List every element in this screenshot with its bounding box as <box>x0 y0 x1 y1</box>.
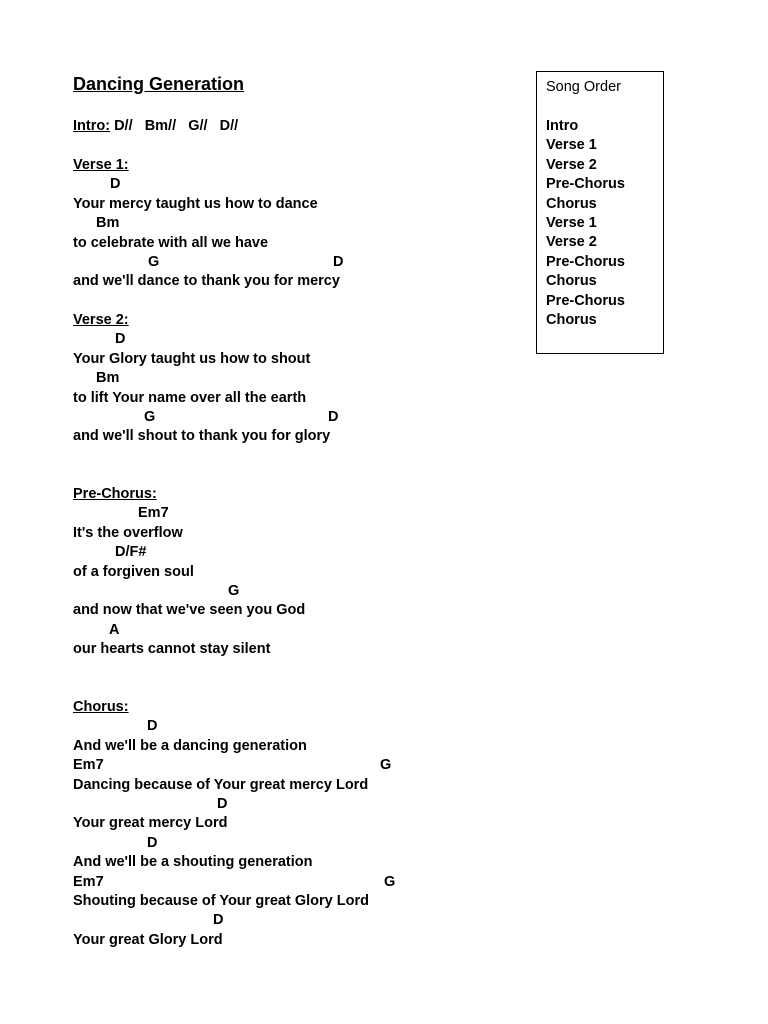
chord-line <box>73 543 305 562</box>
song-order-item: Pre-Chorus <box>546 292 625 309</box>
chord: D <box>115 331 126 348</box>
chord: Em7 <box>73 757 104 774</box>
lyric-line: to lift Your name over all the earth <box>73 389 307 406</box>
chord: Bm <box>96 215 120 232</box>
lyric-line: our hearts cannot stay silent <box>73 641 271 658</box>
chord: D <box>333 253 344 270</box>
lyric-line: of a forgiven soul <box>73 563 194 580</box>
chord-line <box>73 369 330 388</box>
song-order-list <box>546 117 625 330</box>
chorus-section <box>73 698 396 950</box>
chord-line <box>73 214 340 233</box>
chord-line <box>73 911 369 930</box>
lyric-line: and we'll dance to thank you for mercy <box>73 273 340 290</box>
song-order-item: Chorus <box>546 312 597 329</box>
chord-line <box>73 330 330 349</box>
intro-chords: D// Bm// G// D// <box>110 118 239 134</box>
chord-line <box>73 756 392 775</box>
chord-line <box>73 834 369 853</box>
song-order-item: Verse 2 <box>546 156 597 173</box>
lyric-line: and now that we've seen you God <box>73 602 306 619</box>
song-order-item: Verse 1 <box>546 137 597 154</box>
lyric-line: to celebrate with all we have <box>73 234 269 251</box>
intro-line <box>73 117 238 136</box>
chord: A <box>109 621 120 638</box>
chord: D <box>110 176 121 193</box>
lyric-line: Your great Glory Lord <box>73 931 223 948</box>
lyric-line: Shouting because of Your great Glory Lord <box>73 892 369 909</box>
chord: G <box>144 408 156 425</box>
verse-2-section <box>73 311 339 447</box>
chord: D <box>147 718 158 735</box>
song-order-item: Verse 2 <box>546 234 597 251</box>
chord: Em7 <box>73 873 104 890</box>
chord-line <box>73 795 369 814</box>
chord: G <box>380 757 392 774</box>
song-order-title: Song Order <box>546 79 621 95</box>
chord-line <box>73 175 340 194</box>
chord: Bm <box>96 370 120 387</box>
chord-line <box>73 408 339 427</box>
chord-line <box>73 873 396 892</box>
lyric-line: and we'll shout to thank you for glory <box>73 428 331 445</box>
song-order-item: Pre-Chorus <box>546 253 625 270</box>
chord: G <box>228 582 240 599</box>
chord-line <box>73 582 305 601</box>
song-order-item: Pre-Chorus <box>546 176 625 193</box>
pre-chorus-heading: Pre-Chorus: <box>73 486 157 502</box>
chord: D/F# <box>115 544 147 561</box>
chord: D <box>213 912 224 929</box>
pre-chorus-section <box>73 485 305 660</box>
song-title: Dancing Generation <box>73 74 245 94</box>
song-order-box <box>536 71 664 354</box>
lyric-line: Your mercy taught us how to dance <box>73 195 318 212</box>
chord: G <box>384 873 396 890</box>
chord: G <box>148 253 160 270</box>
chord-line <box>73 717 369 736</box>
verse-1-section <box>73 156 344 292</box>
lyric-line: Dancing because of Your great mercy Lord <box>73 776 369 793</box>
chord: D <box>217 795 228 812</box>
song-order-item: Chorus <box>546 273 597 290</box>
song-order-item: Chorus <box>546 195 597 212</box>
lyric-line: Your Glory taught us how to shout <box>73 350 311 367</box>
verse-1-heading: Verse 1: <box>73 157 129 173</box>
lyric-line: Your great mercy Lord <box>73 815 228 832</box>
lyric-line: It's the overflow <box>73 524 183 541</box>
song-order-item: Verse 1 <box>546 215 597 232</box>
lyric-line: And we'll be a dancing generation <box>73 737 307 754</box>
lyric-line: And we'll be a shouting generation <box>73 854 313 871</box>
song-order-item: Intro <box>546 118 579 134</box>
chord: D <box>328 408 339 425</box>
chord-line <box>73 253 344 272</box>
chord-line <box>73 504 305 523</box>
chorus-heading: Chorus: <box>73 699 129 715</box>
verse-2-heading: Verse 2: <box>73 312 129 328</box>
chord: D <box>147 834 158 851</box>
chord: Em7 <box>138 505 169 522</box>
intro-label: Intro: <box>73 118 111 134</box>
chord-line <box>73 621 305 640</box>
